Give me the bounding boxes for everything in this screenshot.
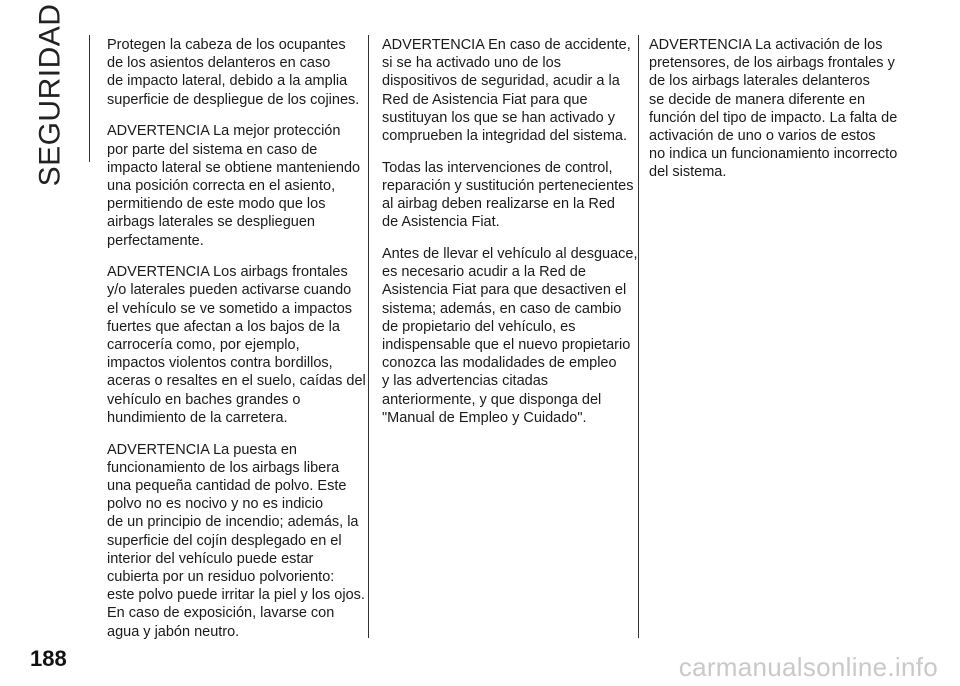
text-column-1 — [107, 36, 367, 654]
paragraph: Todas las intervenciones de control, reparación y sustitución pertenecientes al airbag deben realizarse en la Red de Asistencia Fiat. — [382, 159, 634, 231]
text-column-3 — [649, 36, 919, 195]
paragraph: Protegen la cabeza de los ocupantes de los asientos delanteros en caso de impacto lateral, debido a la amplia superficie de despliegue de los cojines. — [107, 37, 360, 108]
paragraph: Antes de llevar el vehículo al desguace, es necesario acudir a la Red de Asistencia Fiat para que desactiven el sistema; además, en caso de cambio de propietario del vehículo, es indispensable que el nuevo propietario conozca las modalidades de empleo y las advertencias citadas anteriormente, y que disponga del "Manual de Empleo y Cuidado". — [382, 246, 638, 426]
paragraph: ADVERTENCIA La puesta en funcionamiento de los airbags libera una pequeña cantidad de polvo. Este polvo no es nocivo y no es indicio de un principio de incendio; además, la superficie del cojín desplegado en el interior del vehículo puede estar cubierta por un residuo polvoriento: este polvo puede irritar la piel y los ojos. En caso de exposición, lavarse con agua y jabón neutro. — [107, 441, 365, 640]
section-title — [20, 3, 80, 187]
text-column-2 — [382, 36, 642, 441]
column-divider — [638, 35, 639, 638]
section-title-text: SEGURIDAD — [33, 3, 67, 187]
watermark: carmanualsonline.info — [678, 652, 938, 682]
paragraph: ADVERTENCIA La activación de los pretensores, de los airbags frontales y de los airbags laterales delanteros se decide de manera diferente en función del tipo de impacto. La falta de activación de uno o varios de estos no indica un funcionamiento incorrecto del sistema. — [649, 37, 898, 181]
column-divider — [368, 35, 369, 638]
paragraph: ADVERTENCIA La mejor protección por parte del sistema en caso de impacto lateral se obtiene manteniendo una posición correcta en el asiento, permitiendo de este modo que los airbags laterales se desplieguen perfectamente. — [107, 123, 361, 249]
page-number: 188 — [30, 646, 67, 671]
section-divider — [89, 35, 90, 162]
paragraph: ADVERTENCIA En caso de accidente, si se ha activado uno de los dispositivos de seguridad, acudir a la Red de Asistencia Fiat para que sustituyan los que se han activado y comprueben la integridad del sistema. — [382, 37, 631, 145]
paragraph: ADVERTENCIA Los airbags frontales y/o laterales pueden activarse cuando el vehículo se ve sometido a impactos fuertes que afectan a los bajos de la carrocería como, por ejemplo, impactos violentos contra bordillos, aceras o resaltes en el suelo, caídas del vehículo en baches grandes o hundimiento de la carretera. — [107, 264, 366, 426]
